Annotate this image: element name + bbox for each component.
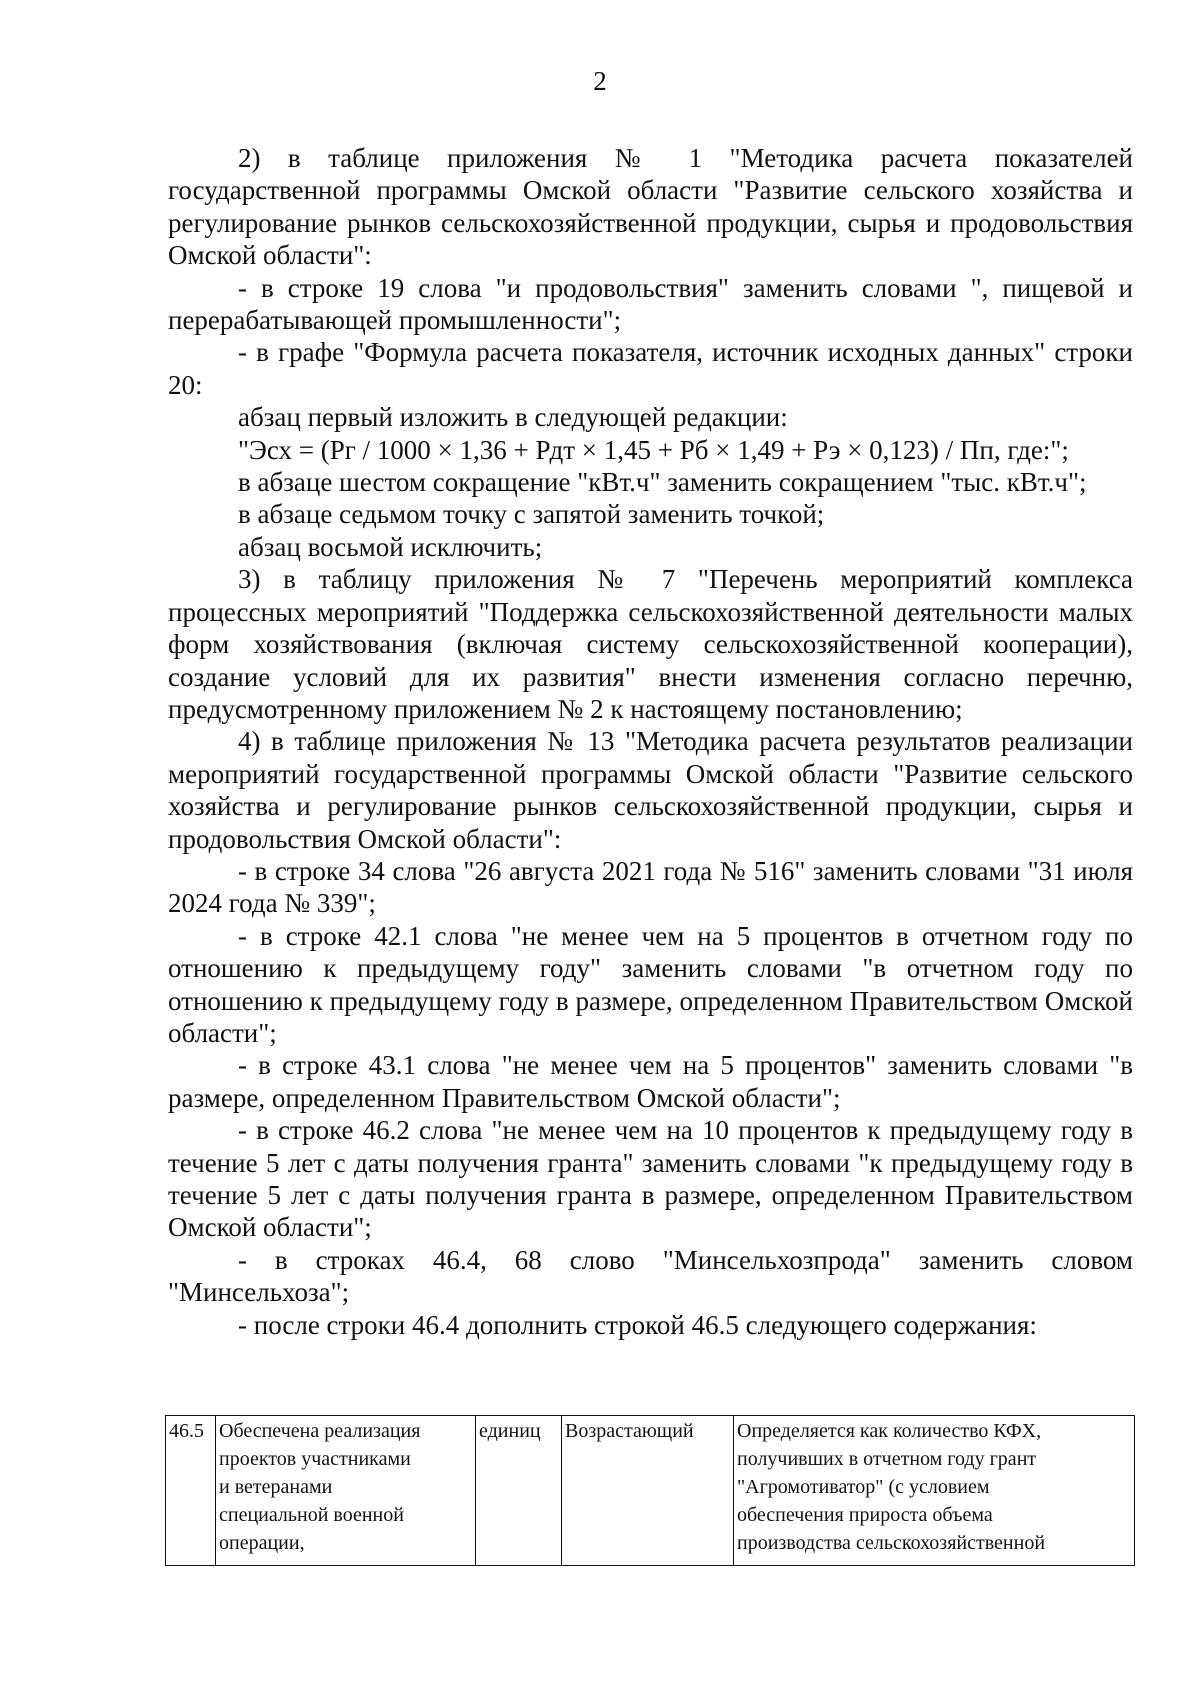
paragraph-row-34: - в строке 34 слова "26 августа 2021 года № 516" заменить словами "31 июля 2024 года № 339"; bbox=[168, 855, 1133, 919]
row-unit-cell: единиц bbox=[476, 1416, 562, 1566]
document-body bbox=[168, 142, 1133, 1341]
paragraph-rows-46-4-68: - в строках 46.4, 68 слово "Минсельхозпрода" заменить словом "Минсельхоза"; bbox=[168, 1244, 1133, 1308]
paragraph-formula: "Эсх = (Рг / 1000 × 1,36 + Рдт × 1,45 + Рб × 1,49 + Рэ × 0,123) / Пп, где:"; bbox=[238, 434, 1069, 465]
row-name-cell: Обеспечена реализация проектов участниками и ветеранами специальной военной операции, bbox=[216, 1416, 476, 1566]
paragraph-item-4: 4) в таблице приложения № 13 "Методика расчета результатов реализации мероприятий государственной программы Омской области "Развитие сельского хозяйства и регулирование рынков сельскохозяйственной продукции, сырья и продовольствия Омской области": bbox=[168, 726, 1133, 854]
row-method-cell: Определяется как количество КФХ, получивших в отчетном году грант "Агромотиватор" (с условием обеспечения прироста объема производства сельскохозяйственной bbox=[734, 1416, 1135, 1566]
paragraph-row-19: - в строке 19 слова "и продовольствия" заменить словами ", пищевой и перерабатывающей промышленности"; bbox=[168, 272, 1133, 336]
row-direction-cell: Возрастающий bbox=[562, 1416, 734, 1566]
paragraph-eighth-abzac: абзац восьмой исключить; bbox=[238, 531, 543, 562]
paragraph-row-42-1: - в строке 42.1 слова "не менее чем на 5 процентов в отчетном году по отношению к предыдущему году" заменить словами "в отчетном году по отношению к предыдущему году в размере, определенном Правительством Омской области"; bbox=[168, 920, 1133, 1048]
page-number: 2 bbox=[593, 66, 607, 96]
paragraph-seventh-abzac: в абзаце седьмом точку с запятой заменить точкой; bbox=[238, 499, 825, 530]
paragraph-row-46-2: - в строке 46.2 слова "не менее чем на 10 процентов к предыдущему году в течение 5 лет с даты получения гранта" заменить словами "к предыдущему году в течение 5 лет с даты получения гранта в размере, определенном Правительством Омской области"; bbox=[168, 1115, 1133, 1243]
appendix-table bbox=[165, 1415, 1135, 1566]
table-row bbox=[166, 1416, 1135, 1566]
paragraph-first-abzac: абзац первый изложить в следующей редакции: bbox=[238, 402, 788, 433]
paragraph-row-20: - в графе "Формула расчета показателя, источник исходных данных" строки 20: bbox=[168, 337, 1133, 400]
paragraph-row-43-1: - в строке 43.1 слова "не менее чем на 5 процентов" заменить словами "в размере, определенном Правительством Омской области"; bbox=[168, 1050, 1133, 1113]
row-number-cell: 46.5 bbox=[166, 1416, 216, 1566]
paragraph-item-3: 3) в таблицу приложения № 7 "Перечень мероприятий комплекса процессных мероприятий "Поддержка сельскохозяйственной деятельности малых форм хозяйствования (включая систему сельскохозяйственной кооперации), создание условий для их развития" внести изменения согласно перечню, предусмотренному приложением № 2 к настоящему постановлению; bbox=[168, 564, 1133, 724]
paragraph-sixth-abzac: в абзаце шестом сокращение "кВт.ч" заменить сокращением "тыс. кВт.ч"; bbox=[238, 467, 1087, 498]
paragraph-add-row-46-5: - после строки 46.4 дополнить строкой 46.5 следующего содержания: bbox=[238, 1309, 1037, 1340]
paragraph-item-2: 2) в таблице приложения № 1 "Методика расчета показателей государственной программы Омской области "Развитие сельского хозяйства и регулирование рынков сельскохозяйственной продукции, сырья и продовольствия Омской области": bbox=[168, 143, 1133, 271]
